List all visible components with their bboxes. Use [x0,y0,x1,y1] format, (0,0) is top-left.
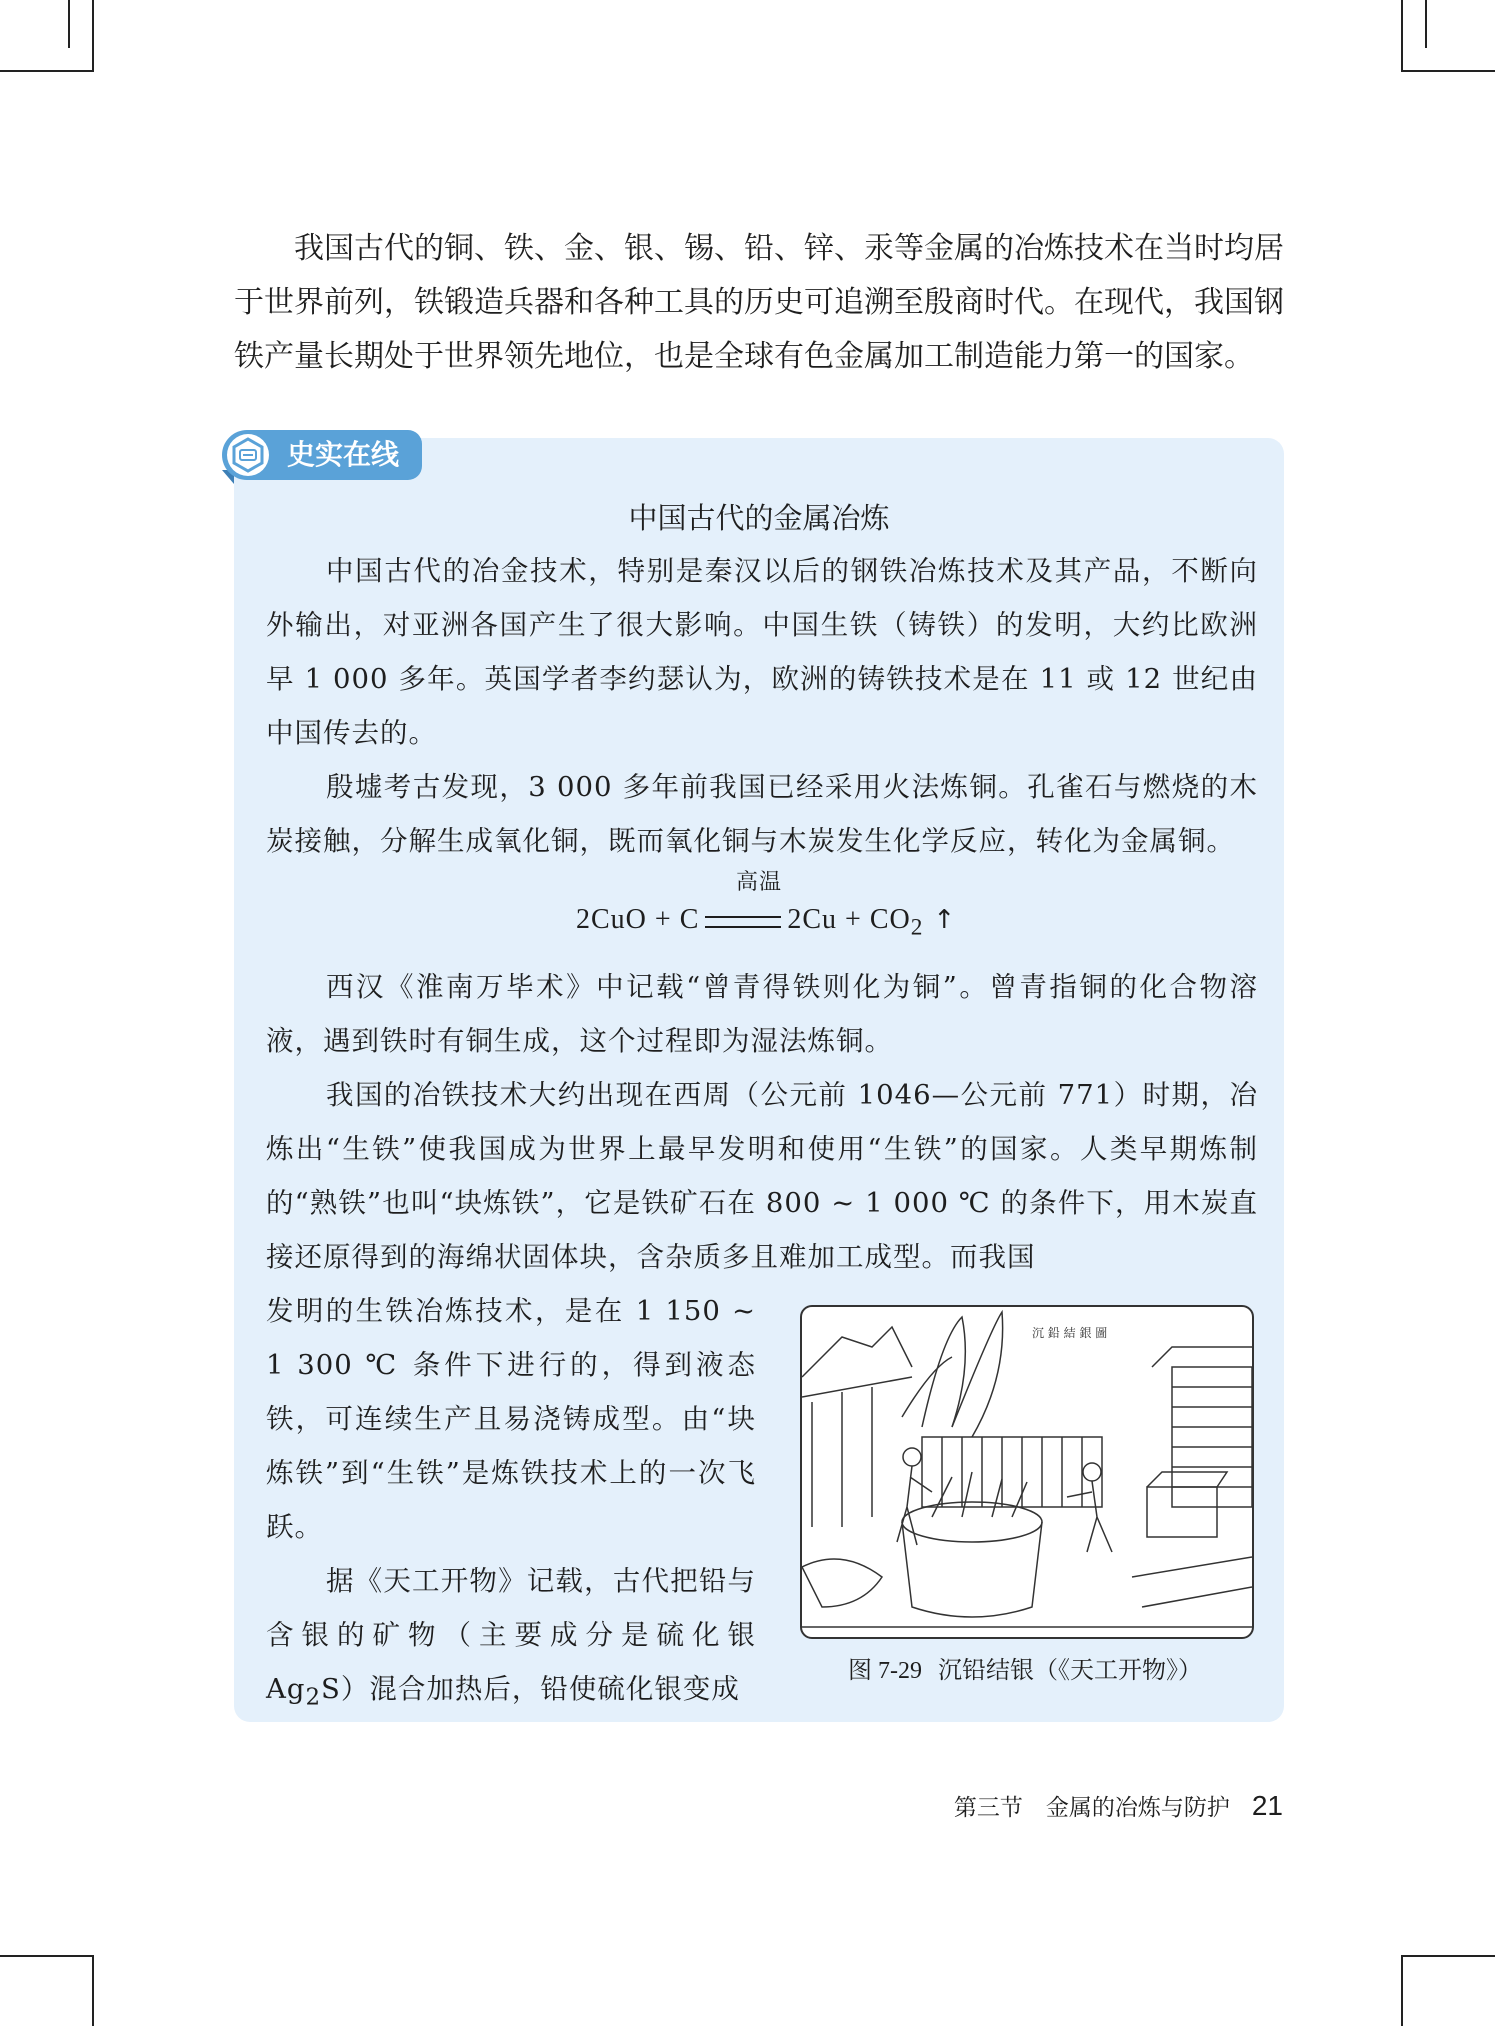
intro-paragraph: 我国古代的铜、铁、金、银、锡、铅、锌、汞等金属的冶炼技术在当时均居于世界前列，铁锻造兵器和各种工具的历史可追溯至殷商时代。在现代，我国钢铁产量长期处于世界领先地位，也是全球有色金属加工制造能力第一的国家。 [234,231,1284,374]
paragraph-5-subscript: 2 [305,1684,322,1711]
equals-sign-icon [705,916,781,928]
crop-mark-top-right-v2 [1425,0,1427,48]
equation-subscript: 2 [910,914,924,941]
figure-caption [800,1652,1250,1689]
scroll-emblem-icon [227,434,269,476]
chemical-equation [266,868,1258,960]
smelting-scene-drawing [802,1307,1252,1637]
crop-mark-top-right-h [1403,70,1495,72]
paragraph-5 [266,1554,756,1725]
figure-illustration [800,1305,1254,1639]
crop-mark-top-left-v [92,0,94,72]
crop-mark-bottom-right-h [1403,1955,1495,1957]
page-footer [954,1786,1283,1828]
paragraph-5-part-b: S）混合加热后，铅使硫化银变成 [321,1673,740,1705]
wrapped-text [266,1284,756,1725]
page-number: 21 [1251,1790,1283,1821]
gas-arrow-icon: ↑ [933,905,957,935]
paragraph-4-continued: 发明的生铁冶炼技术，是在 1 150 ~ 1 300 ℃ 条件下进行的，得到液态铁，可连续生产且易浇铸成型。由“块炼铁”到“生铁”是炼铁技术上的一次飞跃。 [266,1295,756,1543]
paragraph-3: 西汉《淮南万毕术》中记载“曾青得铁则化为铜”。曾青指铜的化合物溶液，遇到铁时有铜生成，这个过程即为湿法炼铜。 [266,971,1258,1057]
crop-mark-top-right-v [1401,0,1403,72]
crop-mark-bottom-left-v [92,1955,94,2026]
crop-mark-bottom-right-v [1401,1955,1403,2026]
section-title: 中国古代的金属冶炼 [628,501,890,535]
svg-text:沉 鉛 結 銀 圖: 沉 鉛 結 銀 圖 [1032,1326,1108,1340]
paragraph-1: 中国古代的冶金技术，特别是秦汉以后的钢铁冶炼技术及其产品，不断向外输出，对亚洲各国产生了很大影响。中国生铁（铸铁）的发明，大约比欧洲早 1 000 多年。英国学者李约瑟认为，欧洲的铸铁技术是在 11 或 12 世纪由中国传去的。 [266,555,1258,749]
equation-condition: 高温 [735,870,782,895]
intro-text [234,222,1284,384]
history-tag [222,430,422,480]
footer-section: 第三节 金属的冶炼与防护 [953,1795,1230,1821]
equation-line [576,900,956,948]
crop-mark-top-left-v2 [68,0,70,48]
figure-caption-text: 沉铅结银（《天工开物》） [938,1656,1202,1684]
paragraph-5-part-a: 据《天工开物》记载，古代把铅与含银的矿物（主要成分是硫化银 Ag [266,1565,756,1705]
crop-mark-bottom-left-h [0,1955,92,1957]
equation-rhs: 2Cu + CO [787,904,911,935]
paragraph-4: 我国的冶铁技术大约出现在西周（公元前 1046—公元前 771）时期，冶炼出“生铁”使我国成为世界上最早发明和使用“生铁”的国家。人类早期炼制的“熟铁”也叫“块炼铁”，它是铁矿石在 800 ~ 1 000 ℃ 的条件下，用木炭直接还原得到的海绵状固体块，含杂质多且难加工成型。而我国 [266,1079,1258,1273]
crop-mark-top-left-h [0,70,92,72]
tag-label: 史实在线 [287,438,400,471]
paragraph-2: 殷墟考古发现，3 000 多年前我国已经采用火法炼铜。孔雀石与燃烧的木炭接触，分解生成氧化铜，既而氧化铜与木炭发生化学反应，转化为金属铜。 [266,771,1258,857]
equation-lhs: 2CuO + C [576,904,700,935]
figure-number: 图 7-29 [848,1658,922,1684]
